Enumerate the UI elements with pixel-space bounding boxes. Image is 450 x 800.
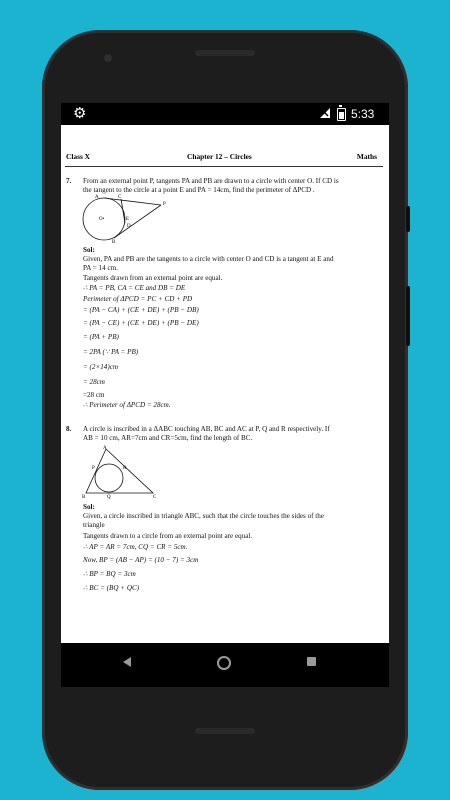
q7-diagram-label-d: D [127,224,131,229]
q8-sol-line: ∴ AP = AR = 7cm, CQ = CR = 5cm. [83,543,188,551]
q7-sol-line: = 2PA (∵ PA = PB) [83,348,139,356]
header-rule [65,166,383,167]
q7-sol-line: = (PA − CE) + (CE + DE) + (PB − DE) [83,319,199,327]
status-bar [61,103,389,125]
volume-button [406,286,410,346]
q8-sol-line: triangle [83,521,105,529]
top-speaker [195,50,255,56]
screen [61,103,389,687]
q7-question-line2: the tangent to the circle at a point E and PA = 14cm, find the perimeter of ΔPCD . [83,186,315,194]
q7-tangent-diagram [81,193,181,245]
q8-sol-line: ∴ BC = (BQ + QC) [83,584,140,592]
status-time: 5:33 [351,107,375,121]
q8-question-line1: A circle is inscribed in a ΔABC touching AB, BC and AC at P, Q and R respectively. If [83,425,330,433]
q7-question-line1: From an external point P, tangents PA and PB are drawn to a circle with center O. If CD is [83,177,339,185]
q8-diagram-label-b: B [82,495,86,499]
q8-diagram-label-r: R [123,466,127,471]
q7-sol-line: Tangents drawn from an external point are equal. [83,274,223,282]
q7-diagram-label-e: E [126,217,130,222]
q8-sol-line: ∴ BP = BQ = 3cm [83,570,136,578]
q8-question-line2: AB = 10 cm, AR=7cm and CR=5cm, find the length of BC. [83,434,253,442]
power-button [406,206,410,232]
bottom-speaker [195,728,255,734]
page-header [61,152,389,164]
q8-sol-line: Now, BP = (AB − AP) = (10 − 7) = 3cm [83,556,199,564]
document-page[interactable] [61,125,389,643]
no-signal-icon [319,107,331,119]
q8-sol-label: Sol: [83,503,95,511]
q8-diagram-label-q: Q [107,495,111,499]
q7-sol-line: = 28cm [83,378,105,386]
q7-sol-line: Perimeter of ΔPCD = PC + CD + PD [83,295,193,303]
gear-icon[interactable]: ⚙ [73,105,87,122]
q7-sol-line: = (2×14)cm [83,363,118,371]
q8-number: 8. [66,425,72,433]
navigation-bar [61,643,389,687]
battery-charging-icon [337,108,346,121]
q7-sol-line: = (PA + PB) [83,333,119,341]
q7-diagram-label-a: A [95,195,99,200]
q7-sol-line: =28 cm [83,391,105,399]
header-chapter: Chapter 12 – Circles [187,152,252,161]
q7-diagram-label-p: P [163,202,166,207]
q7-sol-label: Sol: [83,246,95,254]
recent-apps-square-icon[interactable] [307,657,316,666]
q7-diagram-label-c: C [118,195,122,200]
q7-sol-line: ∴ Perimeter of ΔPCD = 28cm. [83,401,171,409]
q7-sol-line: ∴ PA = PB, CA = CE and DB = DE [83,284,186,292]
q8-incircle-diagram [81,443,161,499]
q7-sol-line: PA = 14 cm. [83,264,118,272]
q7-sol-line: Given, PA and PB are the tangents to a circle with center O and CD is a tangent at E and [83,255,334,263]
q8-diagram-label-c: C [153,495,157,499]
q8-diagram-label-p: P [92,466,95,471]
q7-sol-line: = (PA − CA) + (CE + DE) + (PB − DB) [83,306,199,314]
q7-number: 7. [66,177,72,185]
q8-diagram-label-a: A [103,446,107,451]
header-class: Class X [66,152,91,161]
q7-diagram-label-b: B [112,240,116,245]
q8-sol-line: Tangents drawn to a circle from an external point are equal. [83,532,253,540]
back-triangle-icon[interactable] [123,657,131,667]
front-camera [104,54,112,62]
home-circle-icon[interactable] [217,656,231,670]
q7-diagram-label-o: O• [99,217,105,222]
header-subject: Maths [356,152,377,161]
q8-sol-line: Given, a circle inscribed in triangle ABC, such that the circle touches the sides of the [83,512,324,520]
